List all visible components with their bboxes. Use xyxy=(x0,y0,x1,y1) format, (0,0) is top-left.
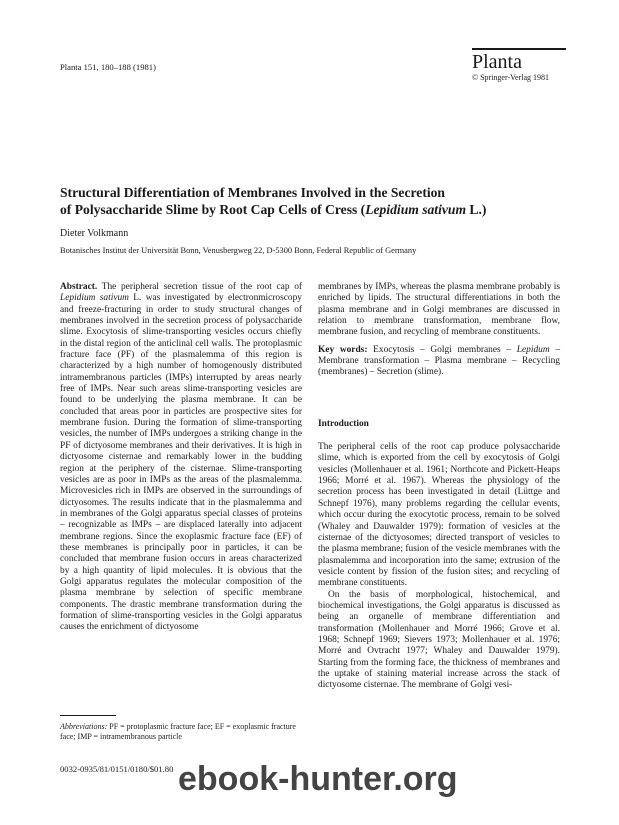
brand-copyright: © Springer-Verlag 1981 xyxy=(472,73,550,82)
introduction-heading: Introduction xyxy=(318,418,369,429)
abstract-label: Abstract. xyxy=(60,282,98,292)
intro-paragraph-2: On the basis of morphological, histochemical, and biochemical investigations, the Golgi apparatus is discussed as being an organelle of membrane differentiation and transformation (Mollenhauer and Morré 1966; Grove et al. 1968; Schnepf 1969; Sievers 1973; Mollenhauer et al. 1976; Morré and Ovtracht 1977; Whaley and Dauwalder 1979). Starting from the forming face, the thickness of membranes and the uptake of staining material increase across the stack of dictyosome cisternae. The membrane of Golgi vesi- xyxy=(318,589,560,691)
abstract xyxy=(60,282,302,634)
keywords-italic: Lepidum xyxy=(516,344,550,355)
author: Dieter Volkmann xyxy=(60,228,129,239)
journal-brand xyxy=(472,48,566,82)
watermark: ebook-hunter.org xyxy=(178,760,458,798)
title-line-1: Structural Differentiation of Membranes Involved in the Secretion xyxy=(60,185,445,200)
intro-paragraph-1: The peripheral cells of the root cap produce polysaccharide slime, which is exported from the cell by exocytosis of Golgi vesicles (Mollenhauer et al. 1961; Northcote and Pickett-Heaps 1966; Morré et al. 1967). Whereas the physiology of the secretion process has been investigated in detail (Lüttge and Schnepf 1976), many problems regarding the cellular events, which occur during the exocytotic process, remain to be solved (Whaley and Dauwalder 1979): formation of vesicles at the cisternae of the dictyosomes; directed transport of vesicles to the plasma membrane; fusion of the vesicle membranes with the plasmalemma and incorporation into the same; extrusion of the vesicle content by fission of the fusion sites; and recycling of membrane constituents. xyxy=(318,442,560,589)
footnote-label: Abbreviations: xyxy=(60,722,108,731)
keywords-label: Key words: xyxy=(318,344,368,355)
abstract-text-b: L. was investigated by electronmicroscopy and freeze-fracturing in order to study structural changes of membranes involved in the secretion process of polysaccharide slime. Exocytosis of slime-transporting vesicles occurs chiefly in the distal region of the anticlinal cell walls. The protoplasmic fracture face (PF) of the plasmalemma of this region is characterized by a high number of homogenously distributed intramembranous particles (IMPs) interrupted by areas nearly free of IMPs. Near such areas slime-transporting vesicles are found to be underlying the plasma membrane. It can be concluded that areas poor in particles are prospective sites for membrane fusion. During the formation of slime-transporting vesicles, the number of IMPs undergoes a striking change in the PF of dictyosome membranes and their derivatives. It is high in dictyosome cisternae and remarkably lower in the budding region at the periphery of the cisternae. Slime-transporting vesicles are as poor in IMPs as the areas of the plasmalemma. Microvesicles rich in IMPs are observed in the surroundings of dictyosomes. The results indicate that in the plasmalemma and in membranes of the Golgi apparatus special classes of proteins – recognizable as IMPs – are displaced laterally into adjacent membrane regions. Since the exoplasmic fracture face (EF) of these membranes is principally poor in particles, it can be concluded that membrane fusion occurs in areas characterized by a high quantity of lipid molecules. It is obvious that the Golgi apparatus regulates the molecular composition of the plasma membrane by selection of specific membrane components. The drastic membrane transformation during the formation of slime-transporting vesicles in the Golgi apparatus causes the enrichment of dictyosome xyxy=(60,293,302,633)
abstract-species: Lepidium sativum xyxy=(60,293,129,304)
title-line-2-pre: of Polysaccharide Slime by Root Cap Cells of Cress ( xyxy=(60,202,366,217)
footnote-rule xyxy=(60,715,116,716)
abstract-text-a: The peripheral secretion tissue of the root cap of xyxy=(97,282,302,292)
title-species: Lepidium sativum xyxy=(365,202,467,217)
title-line-2-post: L.) xyxy=(466,202,487,217)
brand-name: Planta xyxy=(472,51,522,73)
footnote xyxy=(60,722,302,742)
footnote-text: PF = protoplasmic fracture face; EF = exoplasmic fracture face; IMP = intramembranous particle xyxy=(60,722,296,741)
right-column xyxy=(318,282,560,692)
keywords xyxy=(318,345,560,379)
journal-reference: Planta 151, 180–188 (1981) xyxy=(60,62,156,72)
affiliation: Botanisches Institut der Universität Bonn, Venusbergweg 22, D-5300 Bonn, Federal Republic of Germany xyxy=(60,246,417,255)
article-title xyxy=(60,184,570,218)
keywords-text-b: – Membrane transformation – Plasma membrane – Recycling (membranes) – Secretion (slime). xyxy=(318,344,561,378)
keywords-text-a: Exocytosis – Golgi membranes – xyxy=(367,344,517,355)
brand-rule xyxy=(472,48,566,50)
abstract-continuation: membranes by IMPs, whereas the plasma membrane probably is enriched by lipids. The structural differentiations in both the plasma membrane and in Golgi membranes are discussed in relation to membrane transformation, membrane flow, membrane fusion, and recycling of membrane constituents. xyxy=(318,282,560,338)
left-column xyxy=(60,282,302,634)
issn-code: 0032-0935/81/0151/0180/$01.80 xyxy=(60,764,174,774)
title-line-2 xyxy=(60,201,570,218)
